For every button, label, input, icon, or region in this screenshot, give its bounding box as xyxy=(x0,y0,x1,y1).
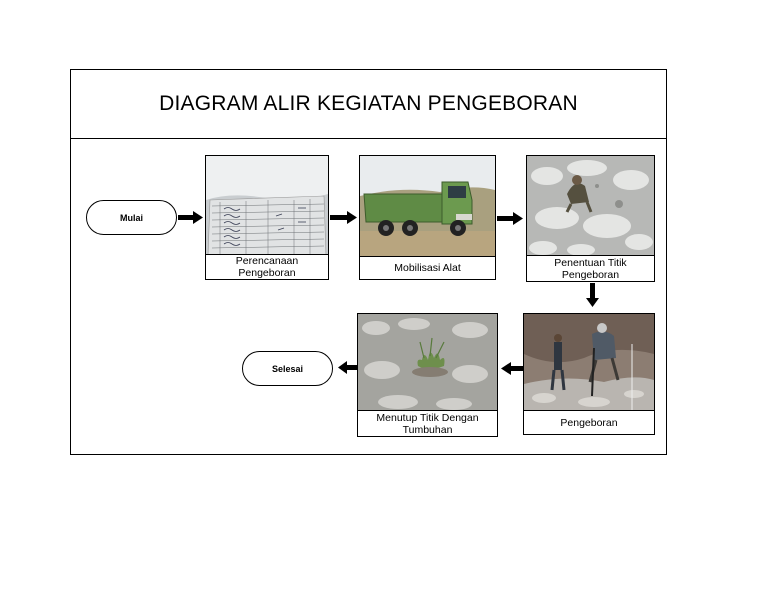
planning-sheet-photo xyxy=(206,156,328,257)
step-label: Mobilisasi Alat xyxy=(360,256,495,279)
step-penentuan-titik xyxy=(526,155,655,282)
step-label: Perencanaan Pengeboran xyxy=(206,254,328,279)
step-perencanaan xyxy=(205,155,329,280)
dump-truck-photo xyxy=(360,156,495,257)
step-label: Pengeboran xyxy=(524,410,654,434)
end-label: Selesai xyxy=(271,363,304,374)
step-menutup-titik xyxy=(357,313,498,437)
step-label: Penentuan Titik Pengeboran xyxy=(527,255,654,281)
drilling-photo xyxy=(524,314,654,412)
start-terminal xyxy=(86,200,177,235)
start-label: Mulai xyxy=(119,212,143,223)
step-label: Menutup Titik Dengan Tumbuhan xyxy=(358,410,497,436)
planting-photo xyxy=(358,314,497,412)
step-pengeboran xyxy=(523,313,655,435)
step-mobilisasi xyxy=(359,155,496,280)
marking-point-photo xyxy=(527,156,654,257)
end-terminal xyxy=(242,351,333,386)
diagram-title: DIAGRAM ALIR KEGIATAN PENGEBORAN xyxy=(71,70,666,139)
